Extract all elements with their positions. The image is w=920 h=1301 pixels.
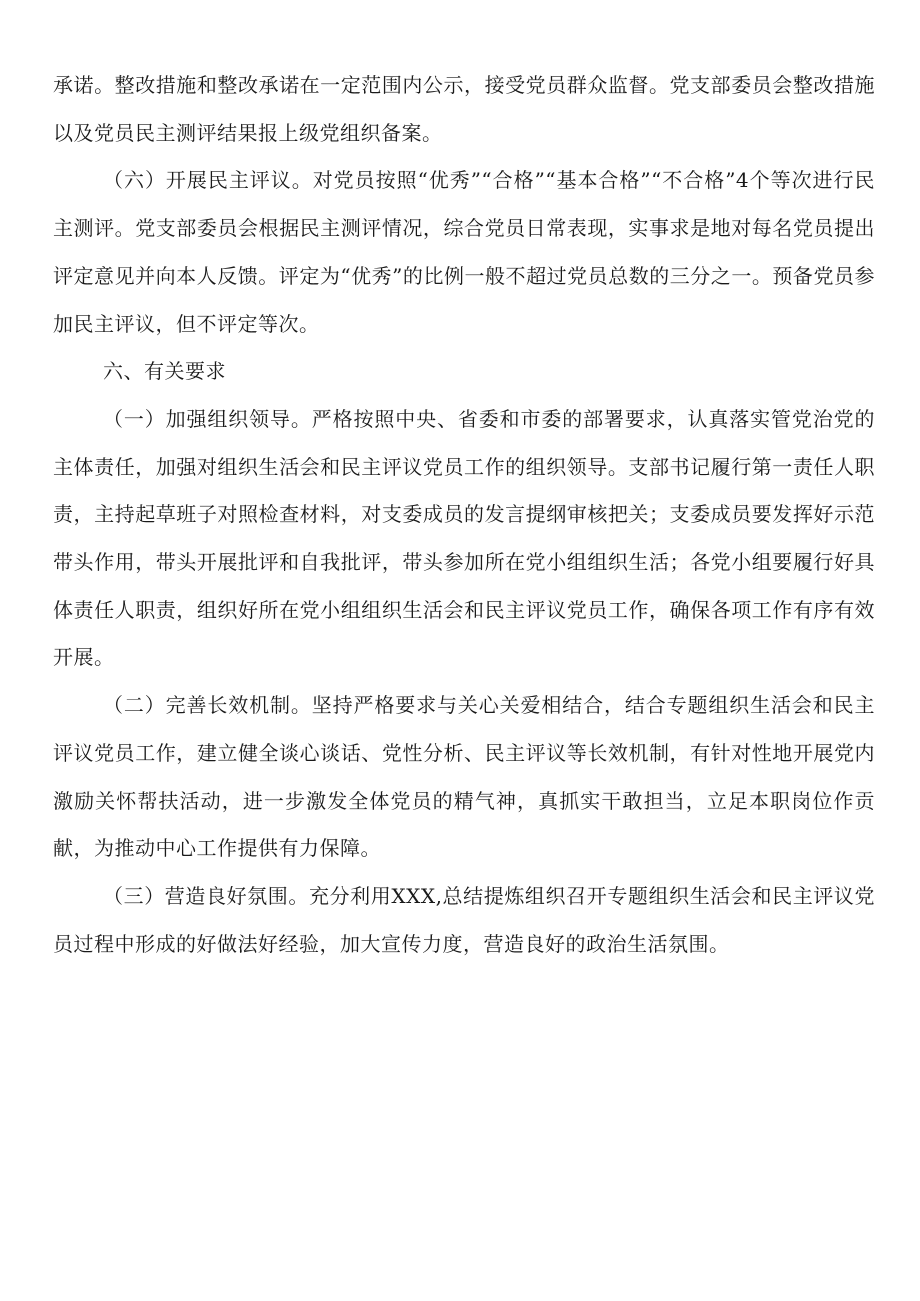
paragraph-commitment-continuation: 承诺。整改措施和整改承诺在一定范围内公示，接受党员群众监督。党支部委员会整改措施以及党员民主测评结果报上级党组织备案。 (53, 73, 875, 145)
section-heading-requirements: 六、有关要求 (103, 359, 226, 384)
document-body (53, 62, 875, 968)
paragraph-long-term-mechanism: （二）完善长效机制。坚持严格要求与关心关爱相结合，结合专题组织生活会和民主评议党员工作，建立健全谈心谈话、党性分析、民主评议等长效机制，有针对性地开展党内激励关怀帮扶活动，进一步激发全体党员的精气神，真抓实干敢担当，立足本职岗位作贡献，为推动中心工作提供有力保障。 (53, 693, 875, 861)
paragraph-organizational-leadership: （一）加强组织领导。严格按照中央、省委和市委的部署要求，认真落实管党治党的主体责任，加强对组织生活会和民主评议党员工作的组织领导。支部书记履行第一责任人职责，主持起草班子对照检查材料，对支委成员的发言提纲审核把关；支委成员要发挥好示范带头作用，带头开展批评和自我批评，带头参加所在党小组组织生活；各党小组要履行好具体责任人职责，组织好所在党小组组织生活会和民主评议党员工作，确保各项工作有序有效开展。 (53, 406, 875, 670)
paragraph-democratic-appraisal: （六）开展民主评议。对党员按照“优秀”“合格”“基本合格”“不合格”4个等次进行民主测评。党支部委员会根据民主测评情况，综合党员日常表现，实事求是地对每名党员提出评定意见并向本人反馈。评定为“优秀”的比例一般不超过党员总数的三分之一。预备党员参加民主评议，但不评定等次。 (53, 168, 875, 336)
paragraph-good-atmosphere: （三）营造良好氛围。充分利用XXX,总结提炼组织召开专题组织生活会和民主评议党员过程中形成的好做法好经验，加大宣传力度，营造良好的政治生活氛围。 (53, 883, 875, 956)
